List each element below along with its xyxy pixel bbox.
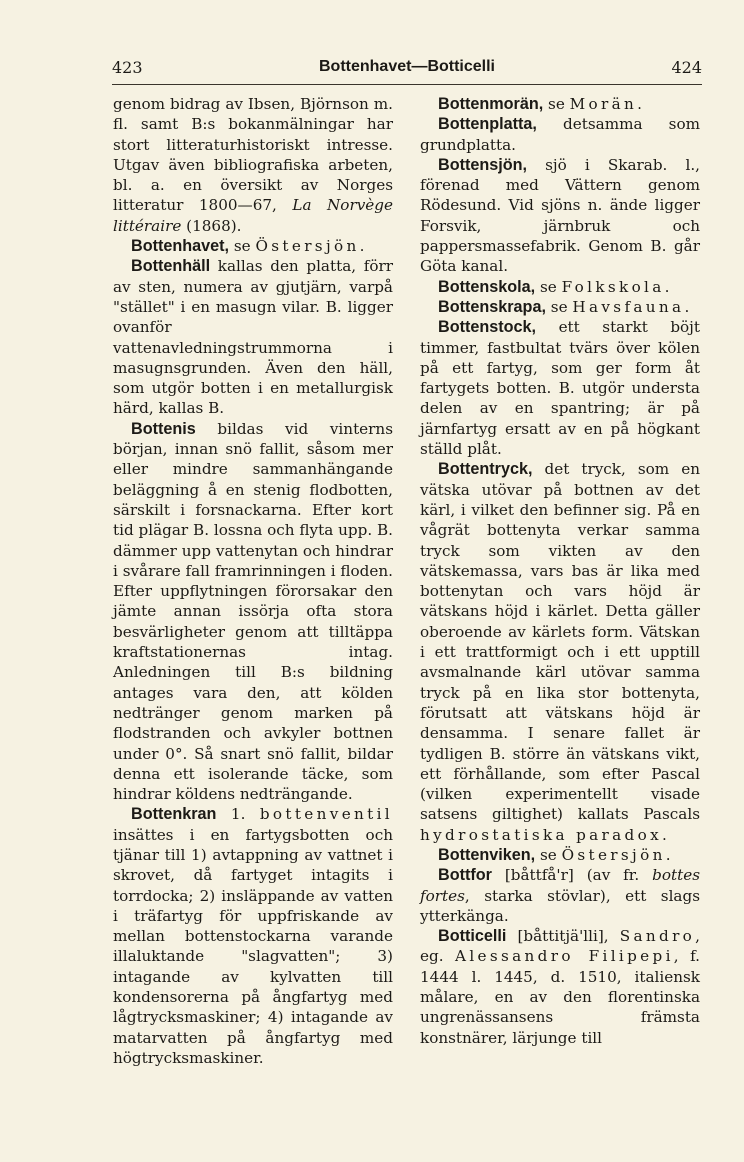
cross-reference: Havsfauna: [572, 297, 685, 316]
entry-text: , eg.: [420, 927, 700, 966]
cross-reference: Östersjön: [255, 237, 360, 256]
headword: Bottenis: [131, 419, 196, 438]
entry-bottenskrapa: [420, 297, 700, 317]
running-header: [112, 58, 702, 82]
headword: Bottenmorän,: [438, 95, 544, 113]
entry-text: .: [665, 845, 671, 864]
entry-text: kallas den platta, förr av sten, numera av gjutjärn, varpå "stället" i en masugn vilar. B. ligger ovanför vattenavledningstrummorna i masugnsgrunden. Även den häll, som utgör botten i en metallurgisk härd, kallas B.: [113, 257, 393, 418]
entry-bottenhall: [113, 256, 393, 418]
entry-text: se: [543, 95, 570, 113]
entry-text: detsamma som grundplatta.: [420, 115, 700, 154]
entry-bottenskola: [420, 277, 700, 297]
page-number-left: 423: [112, 58, 143, 77]
headword: Botticelli: [438, 927, 507, 946]
entry-text: , starka stövlar), ett slags ytterkänga.: [420, 886, 700, 925]
spaced-name: Alessandro Filipepi: [455, 947, 674, 966]
entry-bottenstock: [420, 317, 700, 459]
entry-botticelli: [420, 926, 700, 1048]
entry-text: (1868).: [181, 216, 242, 235]
entry-bottfor: [420, 865, 700, 926]
page-number-right: 424: [671, 58, 702, 77]
entry-text: .: [359, 237, 365, 256]
entry-text: [båttitjä'lli],: [506, 927, 620, 946]
spaced-name: Sandro: [619, 927, 696, 946]
entry-text: [båttfå'r] (av fr.: [491, 866, 653, 885]
entry-text: , f. 1444 l. 1445, d. 1510, italiensk målare, en av den florentinska ungrenässansens främsta konstnärer, lärjunge till: [420, 947, 700, 1047]
right-column: [420, 94, 700, 1048]
entry-text: det tryck, som en vätska utövar på bottnen av det kärl, i vilket den befinner sig. På en vågrät bottenyta verkar samma tryck som vikten av den vätskemassa, vars bas är lika med bottenytan och vars höjd är vätskans höjd i kärlet. Detta gäller oberoende av kärlets form. Vätskan i ett trattformigt och i ett upptill avsmalnande kärl utövar samma tryck på en lika stor bottenyta, förutsatt att vätskans höjd är densamma. I senare fallet är tydligen B. större än vätskans vikt, ett förhållande, som efter Pascal (vilken experimentellt visade satsens giltighet) kallats Pascals: [420, 460, 700, 824]
headword: Bottentryck,: [438, 460, 533, 479]
entry-text: sjö i Skarab. l., förenad med Vättern genom Rödesund. Vid sjöns n. ände ligger Forsvik, järnbruk och pappersmassefabrik. Genom B. går Göta kanal.: [420, 155, 700, 276]
headword: Bottfor: [438, 866, 492, 885]
left-column: [113, 94, 393, 1068]
entry-text: ett starkt böjt timmer, fastbultat tvärs över kölen på ett fartyg, som ger form åt fartygets botten. B. utgör understa delen av en spantring; är på järnfartyg ersatt av en på högkant ställd plåt.: [420, 318, 700, 459]
foreign-term: bottes fortes: [420, 866, 700, 905]
entry-text: 1.: [216, 805, 260, 824]
headword: Bottenhäll: [131, 257, 211, 276]
headword: Bottensjön,: [438, 155, 528, 174]
cross-reference: Östersjön: [561, 845, 666, 864]
entry-continuation: [113, 94, 393, 236]
header-rule: [112, 84, 702, 85]
entry-bottenmoran: [420, 94, 700, 114]
entry-text: bildas vid vinterns början, innan snö fallit, såsom mer eller mindre sammanhängande beläggning å en stenig flodbotten, särskilt i forsnackarna. Efter kort tid plägar B. lossna och flyta upp. B. dämmer upp vattenytan och hindrar i svårare fall framrinningen i floden. Efter uppflytningen förorsakar den jämte annan issörja ofta stora besvärligheter genom att tilltäppa kraftstationernas intag. Anledningen till B:s bildning antages vara den, att kölden nedtränger genom marken på flodstranden och avkyler bottnen under 0°. Så snart snö fallit, bildar denna ett isolerande täcke, som hindrar köldens nedträngande.: [113, 419, 393, 804]
headword: Bottenkran: [131, 805, 217, 824]
headword: Bottenskola,: [438, 277, 536, 296]
entry-text: .: [664, 277, 670, 296]
entry-text: se: [545, 297, 573, 316]
headword: Bottenhavet,: [131, 237, 230, 256]
cross-reference: Folkskola: [561, 277, 665, 296]
entry-text: .: [684, 297, 690, 316]
entry-text: se: [535, 277, 562, 296]
entry-text: se: [229, 237, 256, 256]
entry-title-italic: La Norvège littéraire: [113, 196, 393, 235]
entry-bottenhavet: [113, 236, 393, 256]
entry-bottenkran: [113, 804, 393, 1068]
entry-bottentryck: [420, 459, 700, 845]
running-title: Bottenhavet—Botticelli: [318, 58, 495, 75]
entry-text: se: [535, 845, 562, 864]
headword: Bottenplatta,: [438, 115, 537, 134]
entry-bottenplatta: [420, 114, 700, 155]
entry-bottenis: [113, 419, 393, 805]
spaced-term: bottenventil: [259, 805, 393, 824]
entry-text: .: [637, 95, 642, 113]
spaced-term: hydrostatiska paradox: [420, 825, 663, 844]
entry-bottenviken: [420, 845, 700, 865]
headword: Bottenskrapa,: [438, 297, 546, 316]
entry-text: .: [662, 825, 667, 844]
entry-bottensjon: [420, 155, 700, 277]
headword: Bottenviken,: [438, 845, 536, 864]
entry-text: insättes i en fartygsbotten och tjänar till 1) avtappning av vattnet i skrovet, då fartyget intagits i torrdocka; 2) insläppande av vatten i träfartyg för uppfriskande av mellan bottenstockarna varande illaluktande "slagvatten"; 3) intagande av kylvatten till kondensorerna på ångfartyg med lågtrycksmaskiner; 4) intagande av matarvatten på ångfartyg med högtrycksmaskiner.: [113, 825, 393, 1067]
cross-reference: Morän: [569, 95, 638, 113]
entry-text: genom bidrag av Ibsen, Björnson m. fl. samt B:s bokanmälningar har stort litteraturhistoriskt intresse. Utgav även bibliografiska arbeten, bl. a. en översikt av Norges litteratur 1800—67,: [113, 95, 393, 215]
headword: Bottenstock,: [438, 318, 537, 337]
